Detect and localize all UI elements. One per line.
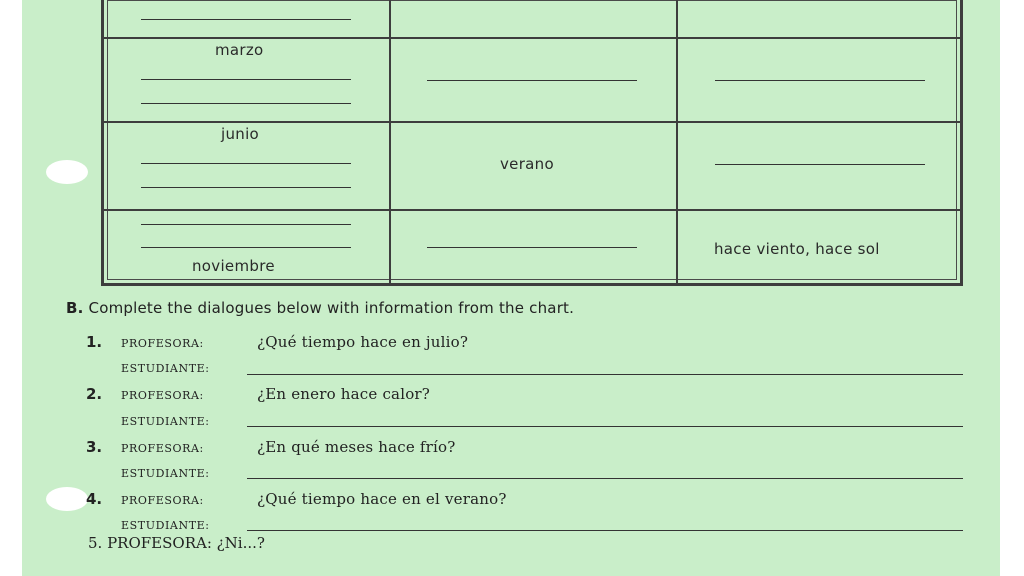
- month-cell: marzo: [215, 41, 264, 59]
- dialogue-number: 2.: [86, 385, 103, 403]
- season-cell: verano: [500, 155, 554, 173]
- blank-line[interactable]: [427, 247, 637, 248]
- student-label: ESTUDIANTE:: [121, 415, 210, 428]
- section-letter: B.: [66, 299, 84, 317]
- column-divider: [389, 0, 391, 283]
- column-divider: [676, 0, 678, 283]
- blank-line[interactable]: [715, 164, 925, 165]
- blank-line[interactable]: [141, 103, 351, 104]
- instruction-text: Complete the dialogues below with information from the chart.: [88, 299, 575, 317]
- scan-edge-left: [0, 0, 22, 576]
- row-divider: [104, 37, 960, 39]
- blank-line[interactable]: [141, 163, 351, 164]
- blank-line[interactable]: [141, 79, 351, 80]
- answer-line[interactable]: [247, 374, 963, 375]
- question-text: ¿Qué tiempo hace en julio?: [257, 333, 469, 351]
- blank-line[interactable]: [141, 187, 351, 188]
- answer-line[interactable]: [247, 530, 963, 531]
- row-divider: [104, 209, 960, 211]
- student-label: ESTUDIANTE:: [121, 519, 210, 532]
- row-divider: [104, 121, 960, 123]
- question-text: ¿En enero hace calor?: [257, 385, 431, 403]
- dialogue-number: 3.: [86, 438, 103, 456]
- blank-line[interactable]: [141, 224, 351, 225]
- student-label: ESTUDIANTE:: [121, 467, 210, 480]
- cut-off-dialogue: [88, 534, 448, 552]
- answer-line[interactable]: [247, 478, 963, 479]
- month-cell: junio: [221, 125, 260, 143]
- binder-hole: [46, 160, 88, 184]
- blank-line[interactable]: [427, 80, 637, 81]
- dialogue-number: 1.: [86, 333, 103, 351]
- teacher-label: PROFESORA:: [121, 442, 204, 455]
- scan-edge-right: [1000, 0, 1024, 576]
- teacher-label: PROFESORA:: [121, 494, 204, 507]
- cut-off-text: 5. PROFESORA: ¿Ni...?: [88, 534, 265, 552]
- blank-line[interactable]: [141, 247, 351, 248]
- section-b-instruction: [66, 299, 574, 317]
- blank-line[interactable]: [141, 19, 351, 20]
- binder-hole: [46, 487, 88, 511]
- teacher-label: PROFESORA:: [121, 389, 204, 402]
- teacher-label: PROFESORA:: [121, 337, 204, 350]
- question-text: ¿En qué meses hace frío?: [257, 438, 456, 456]
- blank-line[interactable]: [715, 80, 925, 81]
- answer-line[interactable]: [247, 426, 963, 427]
- month-cell: noviembre: [192, 257, 275, 275]
- weather-cell: hace viento, hace sol: [714, 240, 880, 258]
- student-label: ESTUDIANTE:: [121, 362, 210, 375]
- dialogue-number: 4.: [86, 490, 103, 508]
- question-text: ¿Qué tiempo hace en el verano?: [257, 490, 507, 508]
